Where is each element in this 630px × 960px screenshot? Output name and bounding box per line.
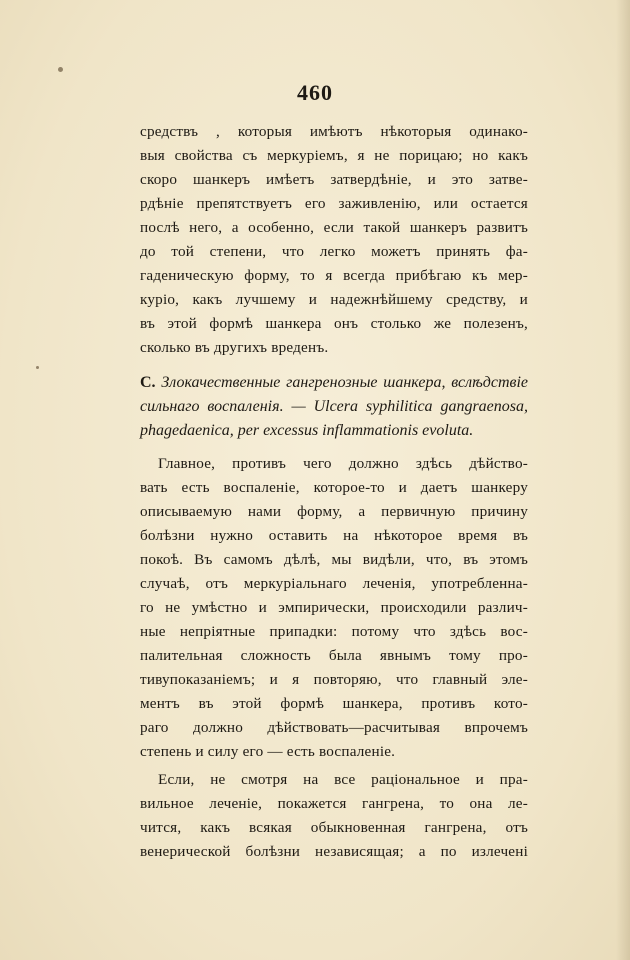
text-line: Главное, противъ чего должно здѣсь дѣйство- bbox=[158, 455, 528, 472]
section-letter: C. bbox=[140, 374, 156, 391]
text-line: случаѣ, отъ меркуріальнаго леченія, употребленна- bbox=[140, 575, 528, 592]
text-line: гаденическую форму, то я всегда прибѣгаю къ мер- bbox=[140, 267, 528, 284]
text-line: ментъ въ этой формѣ шанкера, противъ кото- bbox=[140, 695, 528, 712]
text-line: средствъ , которыя имѣютъ нѣкоторыя одинако- bbox=[140, 123, 528, 140]
text-line: Если, не смотря на все раціональное и пра- bbox=[158, 771, 528, 788]
text-line: вать есть воспаленіе, которое-то и даетъ шанкеру bbox=[140, 479, 528, 496]
text-line: степень и силу его — есть воспаленіе. bbox=[140, 743, 396, 760]
text-line: рдѣніе препятствуетъ его заживленію, или остается bbox=[140, 195, 528, 212]
page-number: 460 bbox=[297, 80, 333, 105]
section-heading bbox=[140, 372, 528, 394]
text-line: го не умѣстно и эмпирически, происходили различ- bbox=[140, 599, 528, 616]
text-line: описываемую нами форму, а первичную причину bbox=[140, 503, 528, 520]
text-line: скоро шанкеръ имѣетъ затвердѣніе, и это затве- bbox=[140, 171, 528, 188]
text-line: куріо, какъ лучшему и надежнѣйшему средству, и bbox=[140, 291, 528, 308]
text-line: вильное леченіе, покажется гангрена, то она ле- bbox=[140, 795, 528, 812]
text-line: тивупоказаніемъ; и я повторяю, что главный эле- bbox=[140, 671, 528, 688]
text-line: выя свойства съ меркуріемъ, я не порицаю; но какъ bbox=[140, 147, 528, 164]
text-line: покоѣ. Въ самомъ дѣлѣ, мы видѣли, что, въ этомъ bbox=[140, 551, 528, 568]
section-heading-text: Злокачественные гангренозные шанкера, вслѣдствіе bbox=[161, 374, 528, 391]
section-heading-line: сильнаго воспаленія. — Ulcera syphilitica gangraenosa, bbox=[140, 398, 528, 415]
text-line: въ этой формѣ шанкера онъ столько же полезенъ, bbox=[140, 315, 528, 332]
text-line: до той степени, что легко можетъ принять фа- bbox=[140, 243, 528, 260]
text-line: палительная сложность была явнымъ тому про- bbox=[140, 647, 528, 664]
ink-speck bbox=[58, 67, 63, 72]
text-line: послѣ него, а особенно, если такой шанкеръ развитъ bbox=[140, 219, 528, 236]
ink-speck bbox=[36, 366, 39, 369]
text-line: болѣзни нужно оставить на нѣкоторое время въ bbox=[140, 527, 528, 544]
text-line: сколько въ другихъ вреденъ. bbox=[140, 339, 329, 356]
page-edge-shadow bbox=[616, 0, 630, 960]
text-line: ные непріятные припадки: потому что здѣсь вос- bbox=[140, 623, 528, 640]
text-line: чится, какъ всякая обыкновенная гангрена, отъ bbox=[140, 819, 528, 836]
section-heading-line: phagedaenica, per excessus inflammationis evoluta. bbox=[140, 422, 474, 439]
text-line: раго должно дѣйствовать—расчитывая впрочемъ bbox=[140, 719, 528, 736]
text-line: венерической болѣзни независящая; а по излечені bbox=[140, 843, 528, 860]
